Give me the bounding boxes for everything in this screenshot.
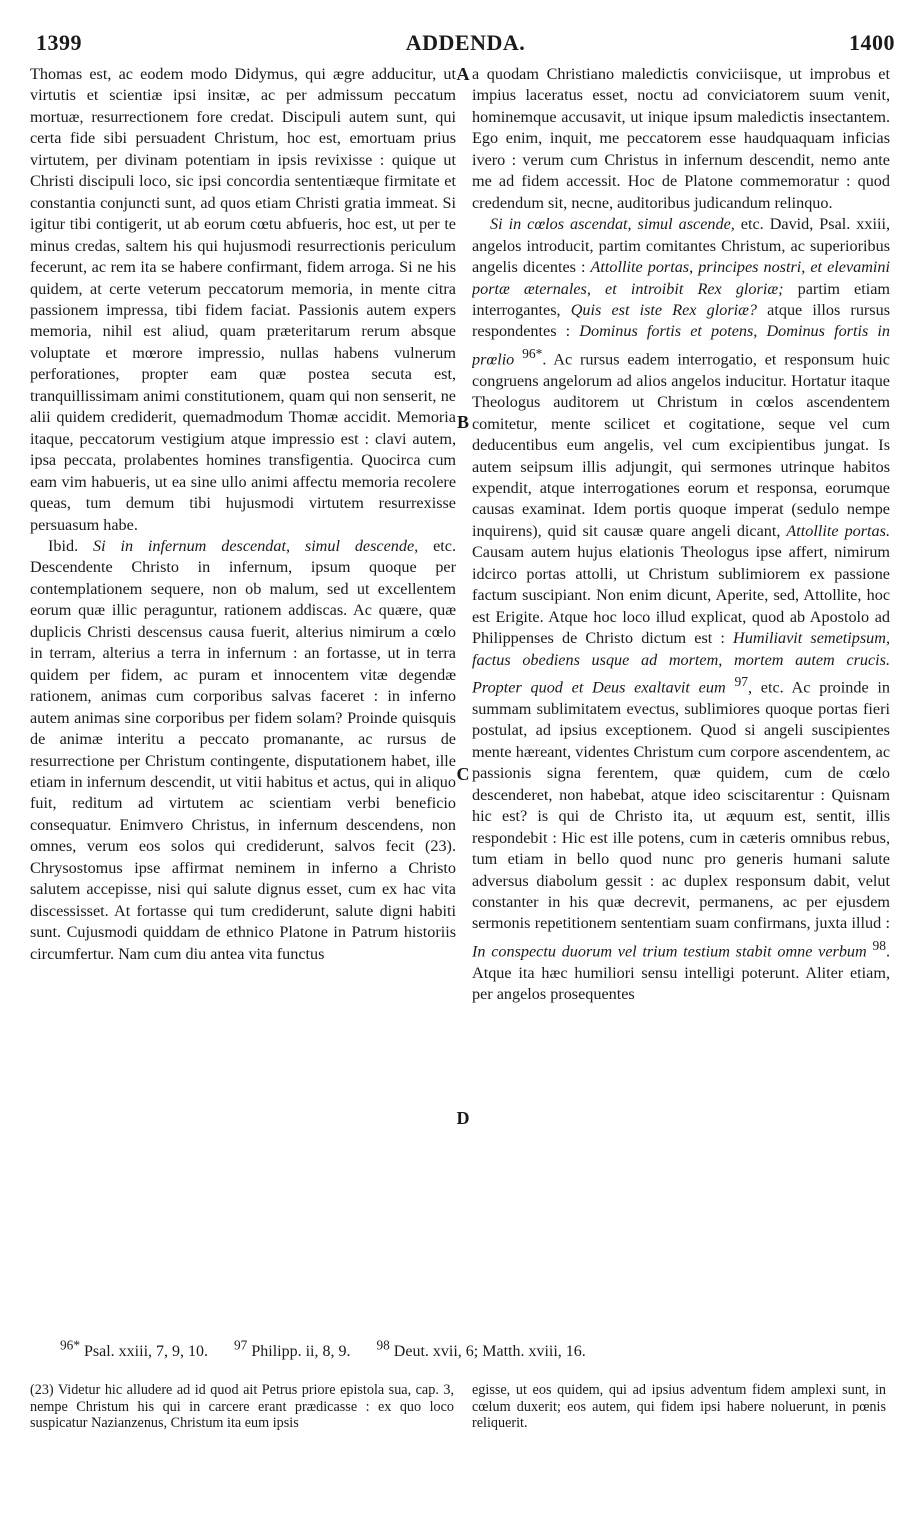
right-text-b: partim etiam interrogantes, <box>472 279 890 319</box>
reference-97-text: Philipp. ii, 8, 9. <box>251 1343 351 1361</box>
margin-letter-b: B <box>456 412 469 432</box>
footnote-right <box>472 1382 886 1462</box>
reference-97 <box>234 1338 351 1361</box>
reference-98-text: Deut. xvii, 6; Matth. xviii, 16. <box>393 1343 586 1361</box>
margin-letter-a: A <box>456 64 470 84</box>
right-text-e: Causam autem hujus elationis Theologus ipse affert, nimirum idcirco portas attolli, ut Christum sublimiorem ex passione factum suscipiant. Non enim dicunt, Aperite, sed, Attollite, hoc est Erigite. Atque hoc loco illud explicat, quod ab Apostolo ad Philippenses de Christo dictum est : <box>472 543 890 648</box>
quote-attollite: Attollite portas, principes nostri, et elevamini portæ æternales, et introibit Rex gloriæ; <box>472 258 890 298</box>
right-text-f: , etc. Ac proinde in summam sublimitatem evectus, sublimiores quoque portas fieri postulat, ad ipsius exceptionem. Quod si angeli suscipientes mente hæreant, videntes Christum cum corpore ascendentem, ac passionis signa ferentem, quæ quidem, cum de cœlo descenderet, non habebat, atque ideo sciscitarentur : Quisnam hic est? is qui de Christo ita, ut æquum est, sentit, illis respondebit : Hic est ille potens, cum in cæteris omnibus rebus, tum etiam in bello quod nunc pro generis humani salute adversus diabolum gessit : ac duplex responsum dabit, velut constanter in his quæ decrevit, permanens, ac per ejusdem sermonis repetitionem sententiam suam confirmans, juxta illud : <box>472 678 890 933</box>
footnote-23: (23) Videtur hic alludere ad id quod ait Petrus priore epistola sua, cap. 3, nempe Christum his qui in carcere erant prædicasse : ex quo loco suspicatur Nazianzenus, Christum ita eum ipsis <box>30 1382 454 1432</box>
footnote-left <box>30 1382 454 1462</box>
left-paragraph-1: Thomas est, ac eodem modo Didymus, qui ægre adducitur, ut virtutis et scientiæ ipsi insitæ, ac per admissum peccatum mortuæ, resurrectionem fore credat. Discipuli autem sunt, qui certa fide sibi persuadent Christum, hoc est, emortuam prius virtutem, per divinam potentiam in ipsis revixisse : quique ut Christi discipuli loco, sic ipsi concordia sententiæque firmitate et constantia conjuncti sunt, ad quos etiam Christi gratia immeat. Si igitur tibi contigerit, ut ab eorum cœtu abfueris, hoc est, ut per te minus credas, saltem his qui hujusmodi resurrectionis periculum fecerunt, ac rem ita se habere confirmant, fidem arroga. Si ne his quidem, at certe veterum peccatorum memoria, in mente citra passionem impressa, tibi fidem faciat. Passionis autem expers memoria, nihil est aliud, quam præteritarum rerum absque voluptate et mœrore impressio, nullas habens vulnerum perforationes, propter eam quæ postea secuta est, tranquillissimam animi constitutionem, quam qui non senserit, ne alii quidem crediderit, quemadmodum Thomæ accidit. Memoria itaque, peccatorum vestigium atque impressio est : clavi autem, ipsa peccata, prolabentes homines transfigentia. Quocirca cum eam vim habueris, ut ea sine ullo animi affectu memoria recolere queas, tum demum tibi hujusmodi virtutem resurrexisse persuasum habe. <box>30 65 456 534</box>
left-paragraph-2-text: etc. Descendente Christo in infernum, ipsum quoque per contemplationem sequere, non ob malum, sed ut excellentem eorum quæ illic peraguntur, rationem addiscas. Ac quære, quæ duplicis Christi descensus causa fuerit, alterius nimirum a cœlo in terram, alterius a terra in infernum : an fortasse, ut in terra quidem per fidem, ac puram et innocentem vitæ degendæ rationem, animas cum corporibus salvas faceret : in inferno autem animas sine corporibus per fidem solam? Proinde quisquis de animæ interitu a peccato promanante, ac rursus de resurrectione per Christum contingente, disputationem habet, ille etiam in infernum descendit, ut vitii habitus et actus, qui in aliquo fuit, reditum ad virtutem ac scientiam verbi beneficio consequatur. Enimvero Christus, in infernum descendens, non omnes, verum eos solos qui crediderunt, salvos fecit (23). Chrysostomus ipse affirmat neminem in inferno a Christo salutem accepisse, nisi qui salute dignus esset, cum ex hac vita discessisset. At fortasse qui tum crediderunt, salute digni habiti sunt. Cujusmodi quiddam de ethnico Platone in Patrum historiis circumfertur. Nam cum diu antea vita functus <box>30 536 456 963</box>
reference-96-text: Psal. xxiii, 7, 9, 10. <box>84 1343 209 1361</box>
page-number-right: 1400 <box>849 30 895 55</box>
reference-98-number: 98 <box>376 1338 390 1353</box>
reference-98 <box>376 1338 586 1361</box>
lemma-descende: Si in infernum descendat, simul descende, <box>93 536 419 555</box>
footnote-23-continued: egisse, ut eos quidem, qui ad ipsius adventum fidem amplexi sunt, in cœlum duxerit; eos autem, qui fidem ipsi habere noluerunt, in pœnis reliquerit. <box>472 1382 886 1432</box>
reference-96 <box>60 1338 209 1361</box>
left-paragraph-2 <box>30 536 456 965</box>
right-text-a: etc. David, Psal. xxiii, angelos introducit, partim comitantes Christum, ac superioribus angelis dicentes : <box>472 215 890 277</box>
footnote-marker-96: 96* <box>522 345 543 361</box>
margin-letter-d: D <box>456 1108 470 1128</box>
ibid-label: Ibid. <box>48 536 79 555</box>
right-column <box>472 64 890 1314</box>
quote-quis-est: Quis est iste Rex gloriæ? <box>570 300 758 319</box>
page-number-left: 1399 <box>36 30 82 55</box>
right-text-d: . Ac rursus eadem interrogatio, et responsum huic congruens angelorum ad alios angelos inducitur. Hortatur itaque Theologus auditorem ut Christum in cœlos ascendentem comitetur, mente scilicet et cogitatione, seque vel cum deducentibus eum angelis, vel cum excipientibus jungat. Is autem seipsum illis adjungit, qui sermones utrinque habitos expendit, atque interrogationes eorum et responsa, eorumque causas examinat. Idem portis quoque imperat (sedulo nempe inquirens), quid sit causæ quare angeli dicant, <box>472 350 890 540</box>
quote-in-conspectu: In conspectu duorum vel trium testium stabit omne verbum <box>472 942 867 961</box>
footnote-marker-98: 98 <box>872 937 886 953</box>
right-text-c: atque illos rursus respondentes : <box>472 300 890 341</box>
right-text-g: . Atque ita hæc humiliori sensu intelligi poterunt. Aliter etiam, per angelos prosequentes <box>472 942 890 1004</box>
quote-humiliavit: Humiliavit semetipsum, factus obediens usque ad mortem, mortem autem crucis. Propter quod et Deus exaltavit eum <box>472 629 890 697</box>
lemma-ascende: Si in cœlos ascendat, simul ascende, <box>490 215 735 234</box>
margin-letter-c: C <box>456 764 470 784</box>
reference-96-number: 96* <box>60 1338 80 1353</box>
footnote-marker-97: 97 <box>734 674 748 690</box>
left-column <box>30 64 456 1314</box>
running-head <box>36 30 895 60</box>
right-paragraph-2 <box>472 214 890 1005</box>
scripture-references <box>60 1338 879 1362</box>
quote-dominus-fortis: Dominus fortis et potens, Dominus fortis in prœlio <box>472 322 890 369</box>
quote-attollite-portas: Attollite portas. <box>786 521 890 540</box>
running-title: ADDENDA. <box>405 30 526 55</box>
reference-97-number: 97 <box>234 1338 248 1353</box>
right-paragraph-1: a quodam Christiano maledictis conviciisque, ut improbus et impius laceratus esset, noctu ad conviciatorem suum venit, hominemque accusavit, ut inique ipsum maledictis insectantem. Ego enim, inquit, me peccatorem esse haudquaquam inficias ivero : verum cum Christus in infernum descendit, nemo ante me ad fidem accessit. Hoc de Platone commemoratur : quod credendum sit, necne, auditoribus judicandum relinquo. <box>472 65 890 212</box>
